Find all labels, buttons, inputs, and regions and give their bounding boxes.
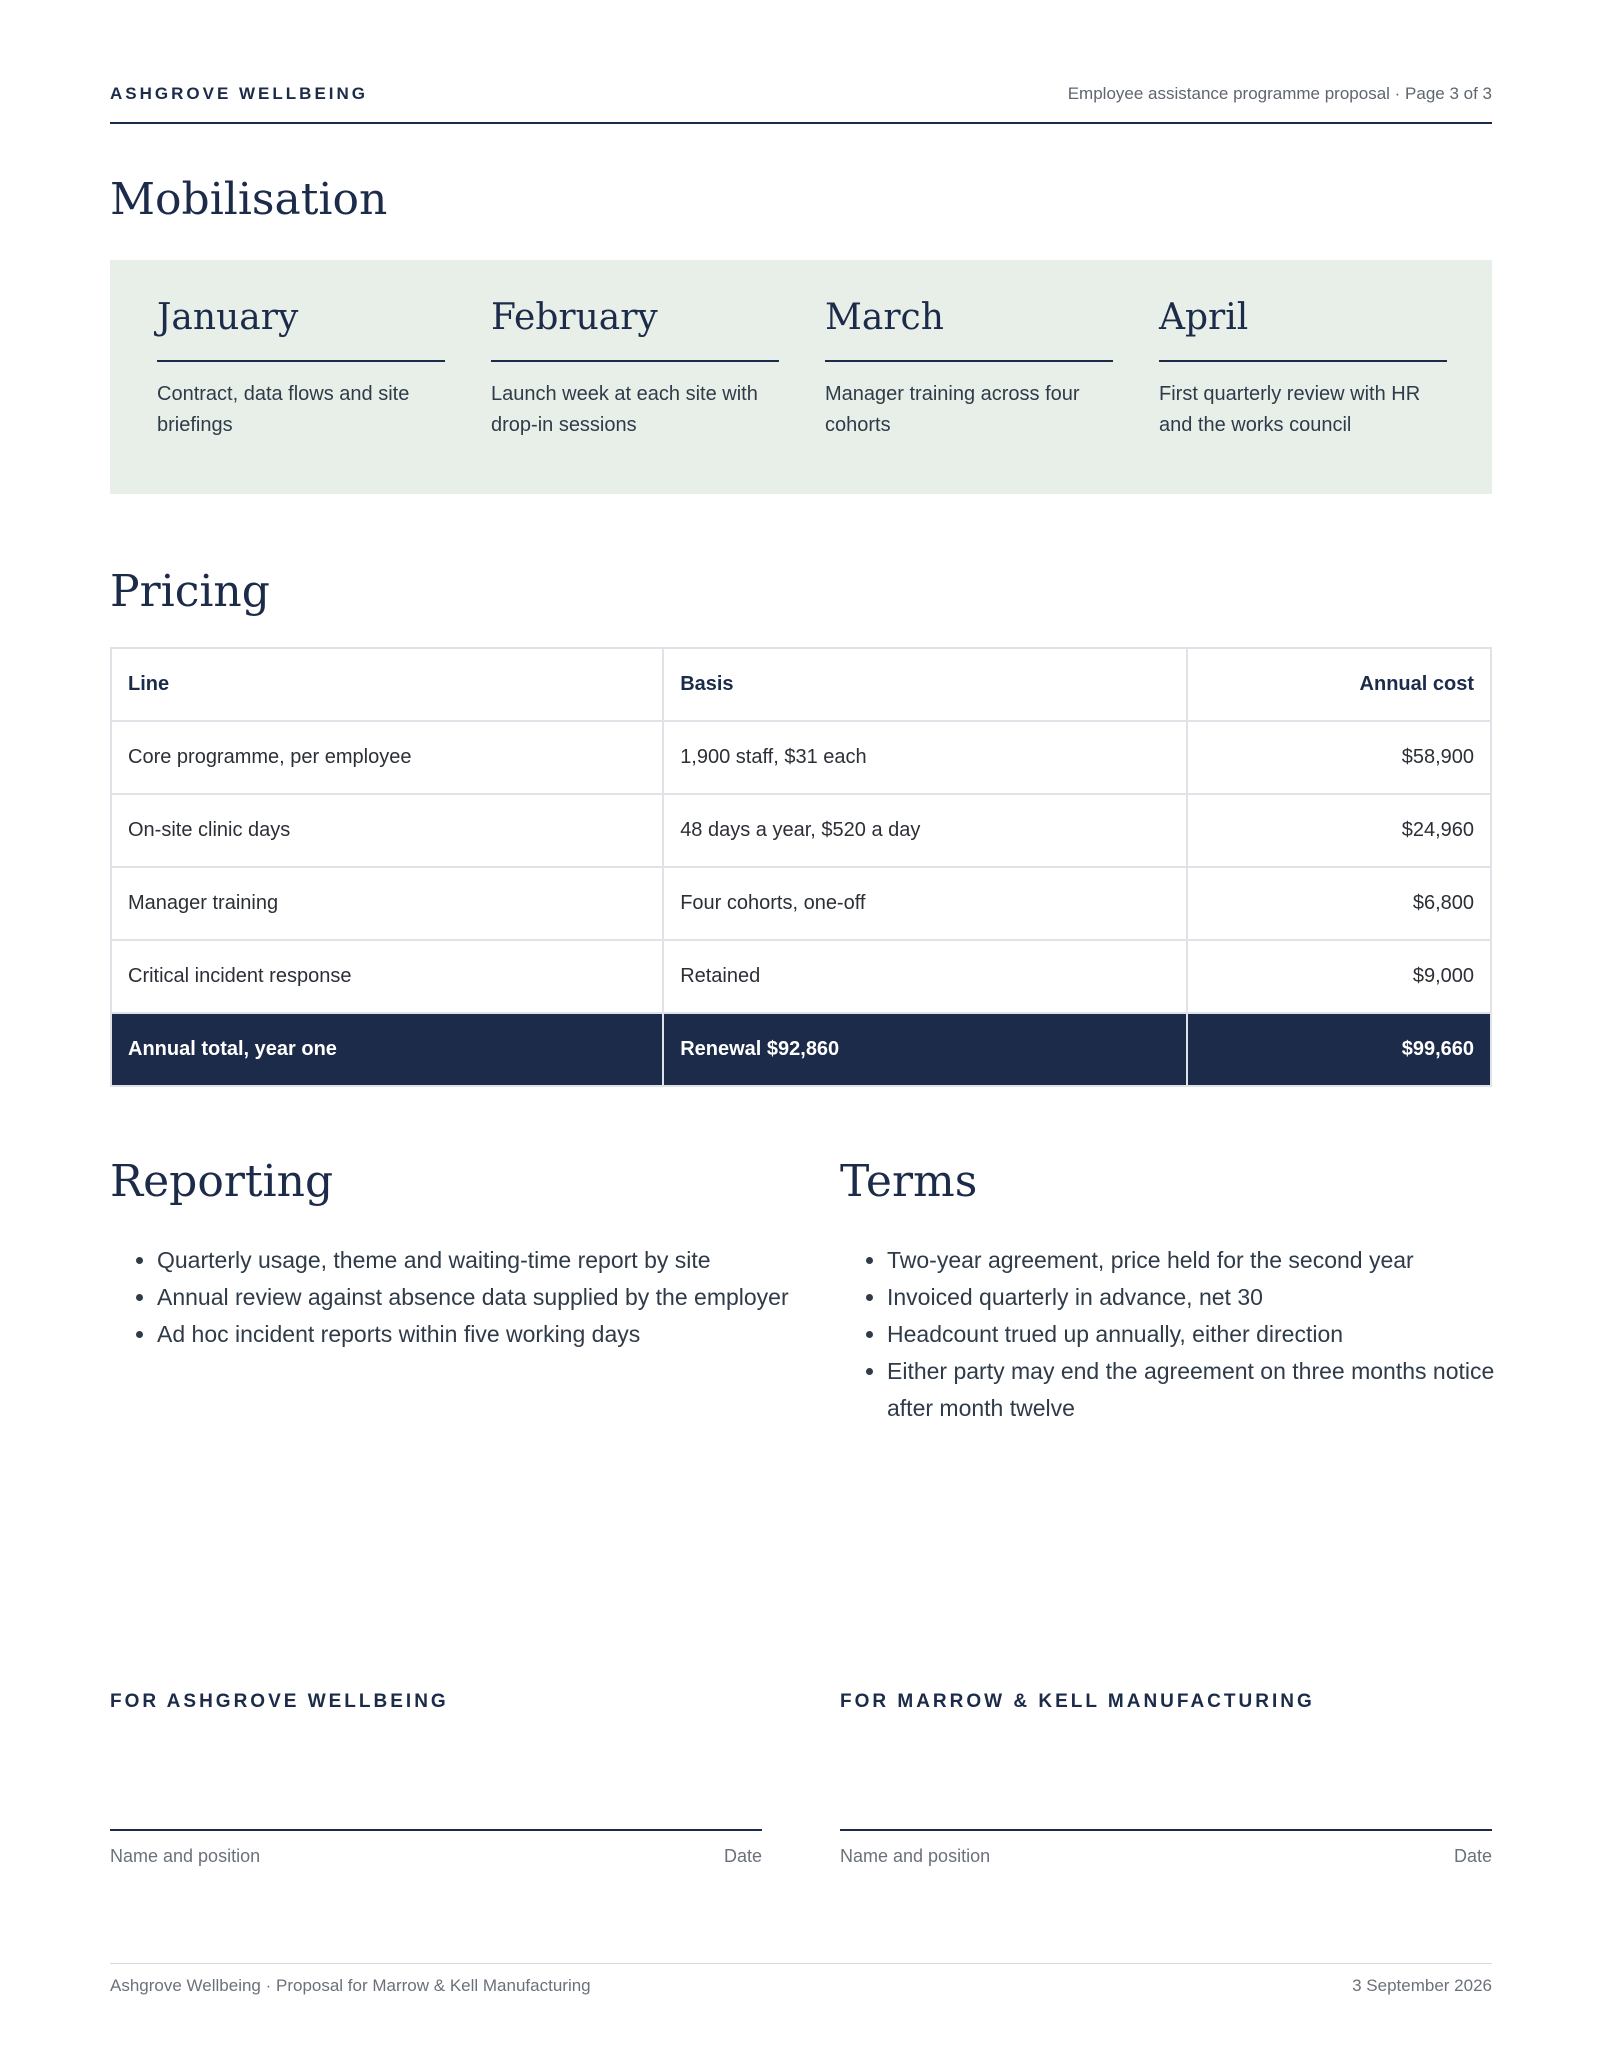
timeline-month — [825, 296, 1113, 441]
reporting-list — [110, 1242, 797, 1353]
timeline-month — [491, 296, 779, 441]
table-row — [111, 794, 1491, 867]
date-label: Date — [1453, 1846, 1492, 1866]
column-header: Annual cost — [1187, 648, 1491, 721]
signature-label-provider: FOR ASHGROVE WELLBEING — [110, 1691, 449, 1712]
document-meta: Employee assistance programme proposal · Page 3 of 3 — [1067, 84, 1492, 103]
table-header-row — [111, 648, 1491, 721]
table-row — [111, 867, 1491, 940]
cost-cell: $58,900 — [1187, 721, 1491, 794]
basis-cell: Retained — [663, 940, 1187, 1013]
month-name: January — [157, 296, 445, 362]
proposal-page — [110, 0, 1495, 2071]
cost-cell: $24,960 — [1187, 794, 1491, 867]
list-item: • Ad hoc incident reports within five working days — [157, 1316, 797, 1353]
total-row — [111, 1013, 1491, 1086]
footer-date: 3 September 2026 — [1352, 1976, 1492, 1995]
month-description: Manager training across four cohorts — [825, 383, 1080, 436]
list-item: • Annual review against absence data supplied by the employer — [157, 1279, 797, 1316]
timeline-month — [1159, 296, 1447, 441]
timeline-month — [157, 296, 445, 441]
page-footer — [110, 1963, 1492, 1995]
list-item: • Either party may end the agreement on three months notice after month twelve — [887, 1353, 1539, 1427]
mobilisation-timeline — [110, 260, 1492, 494]
basis-cell: Four cohorts, one-off — [663, 867, 1187, 940]
table-row — [111, 940, 1491, 1013]
date-label: Date — [723, 1846, 762, 1866]
column-header: Line — [111, 648, 663, 721]
month-description: Launch week at each site with drop-in sessions — [491, 383, 758, 436]
month-name: February — [491, 296, 779, 362]
pricing-table — [110, 647, 1492, 1087]
line-cell: On-site clinic days — [111, 794, 663, 867]
mobilisation-heading: Mobilisation — [110, 174, 388, 225]
signature-line-provider[interactable] — [110, 1829, 762, 1831]
list-item: • Two-year agreement, price held for the second year — [887, 1242, 1539, 1279]
month-name: March — [825, 296, 1113, 362]
pricing-heading: Pricing — [110, 566, 270, 617]
total-label: Annual total, year one — [111, 1013, 663, 1086]
column-header: Basis — [663, 648, 1187, 721]
brand-name: ASHGROVE WELLBEING — [110, 84, 369, 103]
month-description: Contract, data flows and site briefings — [157, 383, 410, 436]
basis-cell: 48 days a year, $520 a day — [663, 794, 1187, 867]
terms-heading: Terms — [840, 1156, 978, 1207]
terms-list — [840, 1242, 1539, 1427]
list-item: • Invoiced quarterly in advance, net 30 — [887, 1279, 1539, 1316]
list-item: • Headcount trued up annually, either direction — [887, 1316, 1539, 1353]
cost-cell: $6,800 — [1187, 867, 1491, 940]
name-position-label: Name and position — [110, 1846, 261, 1866]
signature-label-client: FOR MARROW & KELL MANUFACTURING — [840, 1691, 1315, 1712]
total-cost: $99,660 — [1187, 1013, 1491, 1086]
reporting-heading: Reporting — [110, 1156, 334, 1207]
cost-cell: $9,000 — [1187, 940, 1491, 1013]
renewal-note: Renewal $92,860 — [663, 1013, 1187, 1086]
page-header — [110, 80, 1492, 124]
line-cell: Core programme, per employee — [111, 721, 663, 794]
footer-text: Ashgrove Wellbeing · Proposal for Marrow & Kell Manufacturing — [110, 1976, 591, 1995]
table-row — [111, 721, 1491, 794]
signature-line-client[interactable] — [840, 1829, 1492, 1831]
line-cell: Manager training — [111, 867, 663, 940]
month-name: April — [1159, 296, 1447, 362]
basis-cell: 1,900 staff, $31 each — [663, 721, 1187, 794]
list-item: • Quarterly usage, theme and waiting-time report by site — [157, 1242, 797, 1279]
name-position-label: Name and position — [840, 1846, 991, 1866]
month-description: First quarterly review with HR and the works council — [1159, 383, 1421, 436]
line-cell: Critical incident response — [111, 940, 663, 1013]
